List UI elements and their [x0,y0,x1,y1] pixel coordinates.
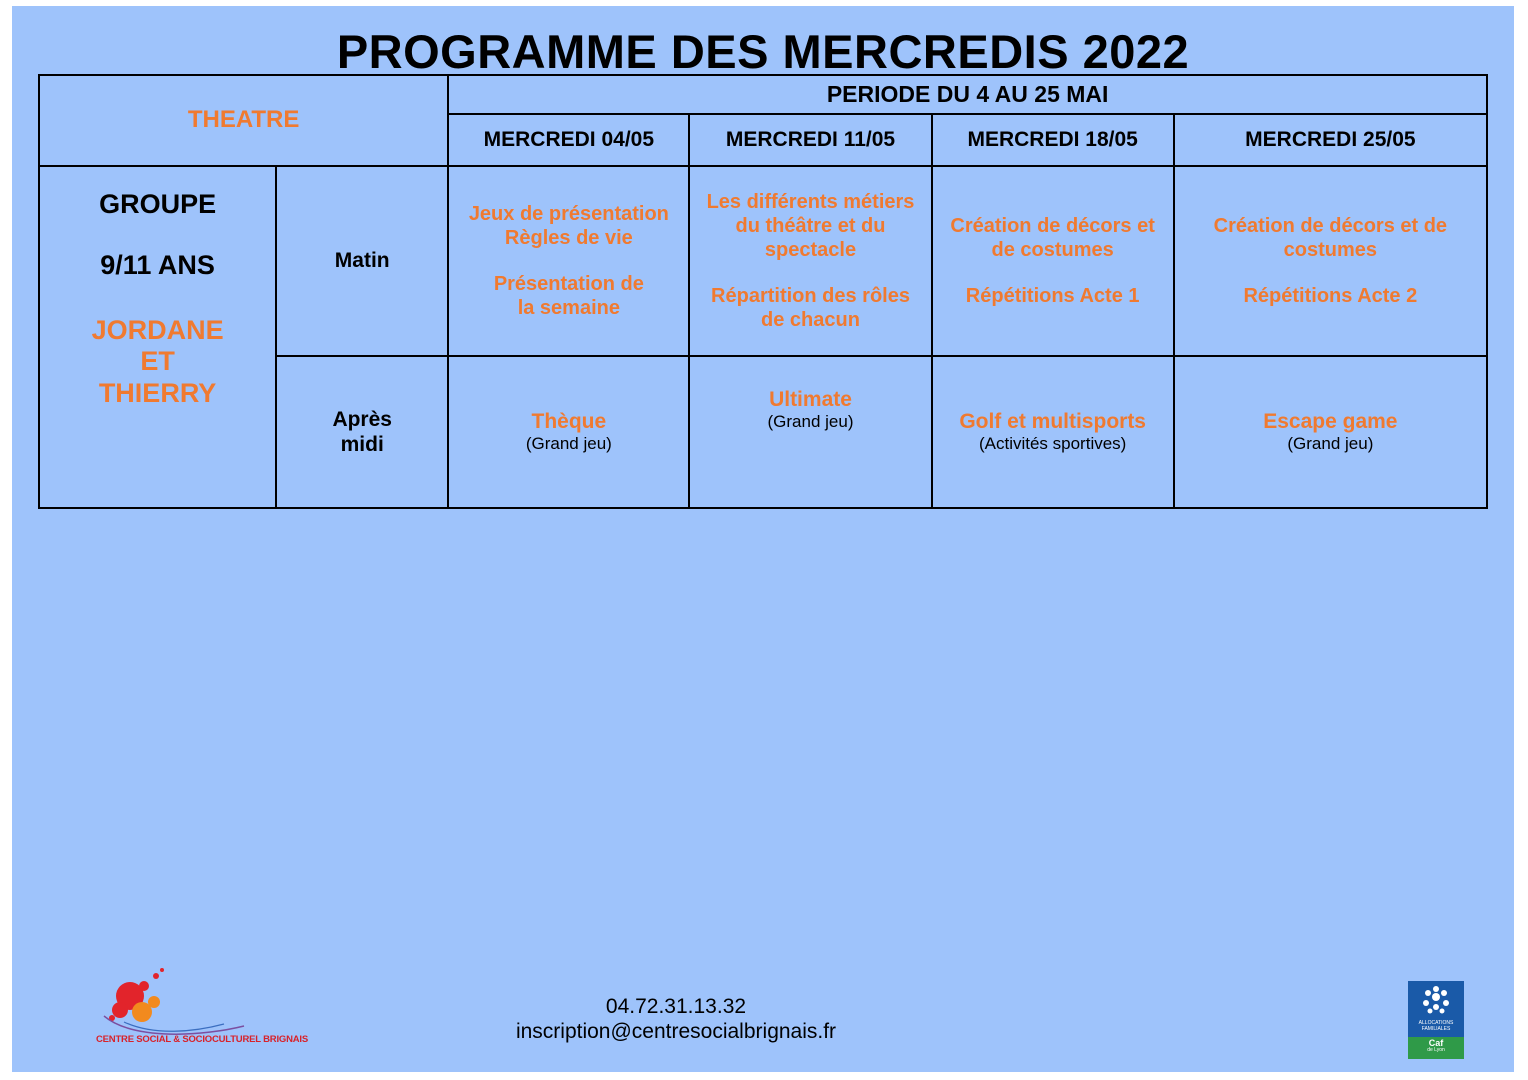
caf-city-text: de Lyon [1427,1047,1445,1053]
page [12,6,1514,1072]
email-address[interactable]: inscription@centresocialbrignais.fr [515,1020,837,1044]
activity-line: spectacle [764,238,857,261]
activity-title: Golf et multisports [959,410,1146,434]
activity-line: Création de décors et de [1213,214,1448,237]
morning-activity [448,166,689,356]
activity-line: Les différents métiers [706,190,915,213]
page-title: PROGRAMME DES MERCREDIS 2022 [336,25,1190,78]
day-header: MERCREDI 25/05 [1174,114,1487,165]
group-cell [39,166,276,509]
activity-line: Répétitions Acte 1 [965,284,1140,307]
logo-text: CENTRE SOCIAL & SOCIOCULTUREL BRIGNAIS [96,1034,308,1045]
caf-logo [1408,981,1464,1059]
animators [44,315,271,411]
group-label: GROUPE [99,188,217,219]
slot-morning: Matin [276,166,448,356]
caf-name [1408,1037,1464,1059]
caf-top-text: ALLOCATIONS FAMILIALES [1418,1020,1454,1032]
activity-line: Règles de vie [504,226,633,249]
phone-number: 04.72.31.13.32 [605,995,747,1018]
activity-line: de chacun [761,308,860,331]
animator-name: JORDANE [91,314,224,345]
activity-line: la semaine [517,296,620,319]
morning-activity [932,166,1174,356]
activity-subtitle: (Grand jeu) [1287,434,1374,454]
activity-line: Répétitions Acte 2 [1243,284,1418,307]
caf-emblem-icon [1408,983,1464,1021]
period-header: PERIODE DU 4 AU 25 MAI [448,75,1487,114]
afternoon-activity [932,356,1174,508]
morning-activity [1174,166,1487,356]
slot-afternoon-line: Après [332,407,392,431]
activity-line: de costumes [991,238,1114,261]
activity-line: Présentation de [493,272,644,295]
activity-line: Répartition des rôles [711,284,910,307]
day-header: MERCREDI 18/05 [932,114,1174,165]
activity-line: du théâtre et du [735,214,886,237]
activity-title: Escape game [1263,410,1398,434]
activity-title: Thèque [531,410,607,434]
slot-afternoon-line: midi [340,432,384,456]
activity-subtitle: (Grand jeu) [767,411,854,431]
animator-name: ET [140,346,175,377]
activity-subtitle: (Activités sportives) [978,434,1127,454]
afternoon-activity [1174,356,1487,508]
afternoon-activity [689,356,931,508]
caf-name-text: Caf [1428,1038,1444,1048]
activity-title: Ultimate [769,387,852,411]
day-header: MERCREDI 04/05 [448,114,689,165]
afternoon-activity [448,356,689,508]
activity-line: Création de décors et [950,214,1155,237]
morning-activity [689,166,931,356]
activity-line: costumes [1283,238,1378,261]
activity-line: Jeux de présentation [468,202,669,225]
slot-afternoon [276,356,448,508]
centre-social-logo [94,966,308,1061]
age-label: 9/11 ANS [100,249,215,280]
schedule-table [38,74,1488,509]
activity-subtitle: (Grand jeu) [525,434,612,454]
activity-title: THEATRE [39,75,448,166]
day-header: MERCREDI 11/05 [689,114,931,165]
animator-name: THIERRY [98,378,217,409]
